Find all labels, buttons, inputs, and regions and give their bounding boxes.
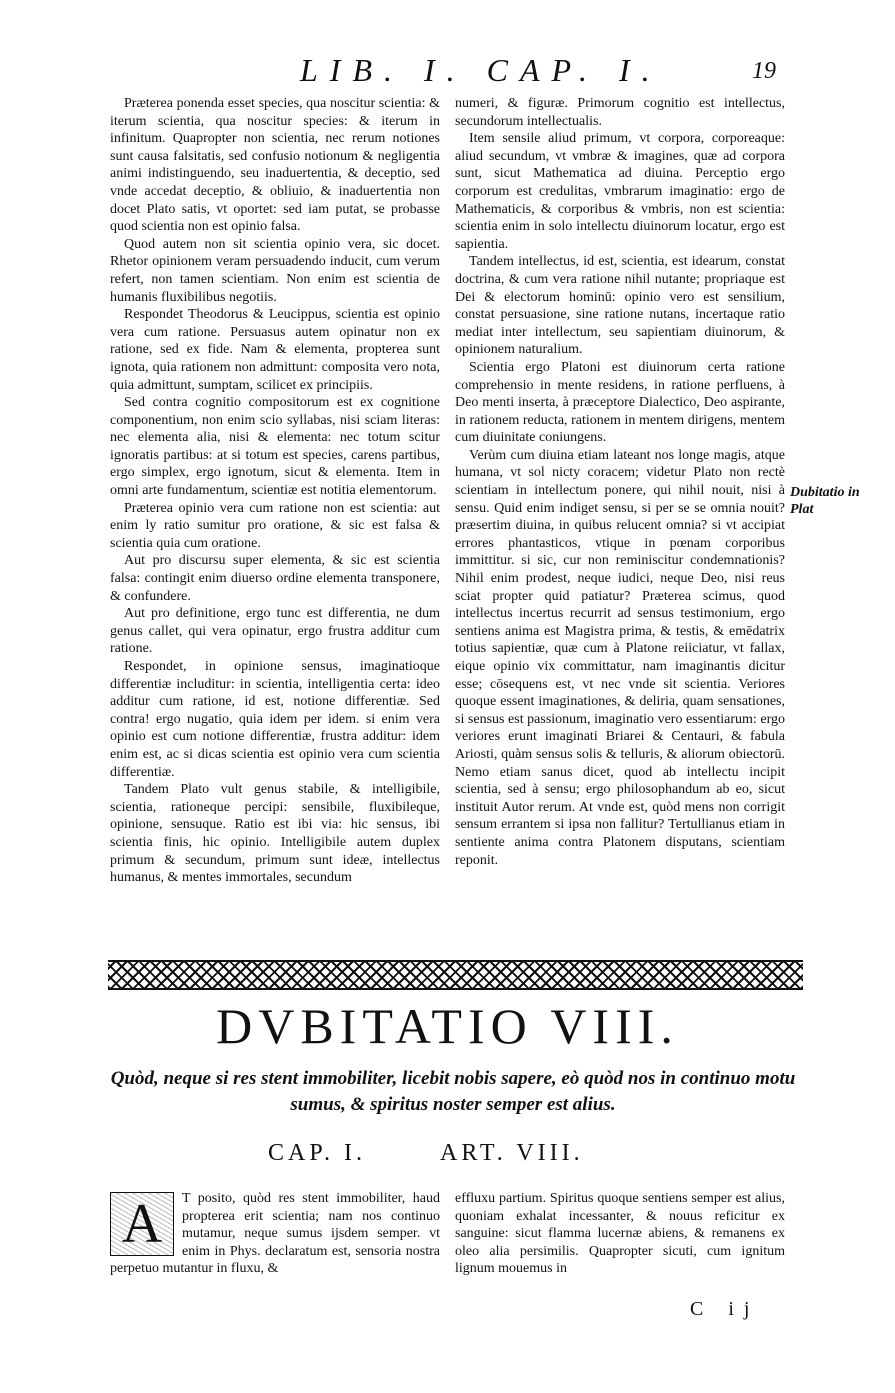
paragraph: Verùm cum diuina etiam lateant nos longe magis, atque humana, vt sol nicty coracem; videtur Plato non rectè scientiam in intellectum ponere, qui nihil nouit, nisi à sensu. Quid enim indiget sensu, si per se se omnia nouit? præsertim diuina, in quibus relucent omnia? si vt accipiat errores phantasticos, vtique in pœnam corporibus immittitur. si sic, cur non reminiscitur condemnationis? Nihil enim prodest, neque iudici, neque Deo, nisi reus sciat propter quid patiatur? Præterea scimus, quod intellectus incertus recurrit ad sensus testimonium, ergo sentiens anima est Magistra prima, & testis, & emēdatrix totius sapientiæ, quæ cum à Platone reiiciatur, vt fallax, eique opinio vix committatur, nam imaginantis dicitur esse; cōsequens est, vt nec vnde sit scientia. Veriores quoque essent imaginationes, & deliria, quam sensationes, si sensus est passionum, imaginatio vero essentiarum: ergo veriores erunt imaginati Briarei & Centauri, & fabula Ariosti, quàm sensus solis & telluris, & aliorum obiectorū. Nemo etiam sanus dicet, quod ab intellectu incipit scientia, sed à sensu; ergo philosophandum ab eo, sicut instituit Autor rerum. At vnde est, quòd mens non corrigit sensum errantem si ipsa non fallitur? Tertullianus etiam in sentiente anima contra Platonem disputans, scientiam reponit. xyxy=(455,447,785,868)
margin-note: Dubitatio in Plat xyxy=(790,485,860,517)
initial-letter: A xyxy=(121,1193,163,1255)
paragraph: Scientia ergo Platoni est diuinorum certa ratione comprehensio in mente residens, in ratione perfluens, à Deo menti inserta, à præceptore Dialectico, Deo aspirante, in rationem reducta, rationem in mentem dirigens, mentem cum diuinitate coniungens. xyxy=(455,359,785,446)
article-left-column xyxy=(110,1190,440,1300)
article-label: ART. VIII. xyxy=(440,1140,584,1166)
paragraph: Tandem intellectus, id est, scientia, est idearum, constat doctrina, & cum vera ratione nihil nutante; propriaque est Dei & electorum hominū: opinio vero est sensilium, constat persuasione, sine ratione nutans, incertaque ratio mediat inter intellectum, seu sapientiam diuinorum, & opinionem naturalium. xyxy=(455,254,785,358)
paragraph: Item sensile aliud primum, vt corpora, corporeaque: aliud secundum, vt vmbræ & imagines, quæ ad corpora sunt, sicut Mathematica ad diuina. Perceptio ergo corporum est credulitas, vmbrarum imaginatio: ergo de Mathematicis, & corporibus & vmbris, non est scientia: scientia enim in solo intellectu diuinorum locatur, ergo est sapientia. xyxy=(455,131,785,252)
left-column xyxy=(110,95,440,937)
right-column xyxy=(455,95,785,937)
decorated-initial xyxy=(110,1192,174,1256)
page-number: 19 xyxy=(752,58,776,84)
paragraph: Præterea opinio vera cum ratione non est scientia: aut enim ly ratio sumitur pro oratione, & sic est falsa & scientia quia cum oratione. xyxy=(110,500,440,551)
paragraph: Aut pro discursu super elementa, & sic est scientia falsa: contingit enim diuerso ordine elementa transponere, & confundere. xyxy=(110,553,440,604)
signature-mark: C ij xyxy=(690,1298,760,1320)
paragraph: Præterea ponenda esset species, qua noscitur scientia: & iterum scientia, qua noscitur species: & iterum in infinitum. Quapropter non scientia, nec rerum notiones sunt causa falsitatis, sed confusio notionum & negligentia animi indistinguendo, seu inaduertentia, & deceptio, sed vnde accedat deceptio, & obliuio, & inaduertentia non docet Plato satis, vt oportet: sed iam putat, se probasse quod scientia non est opinio falsa. xyxy=(110,96,440,235)
article-text-left: T posito, quòd res stent immobiliter, haud propterea erit scientia; nam nos continuo mutamur, neque sumus ijsdem semper. vt enim in Phys. declaratum est, sensoria nostra perpetuo mutantur in fluxu, & xyxy=(110,1191,440,1277)
paragraph: Respondet, in opinione sensus, imaginatioque differentiæ includitur: in scientia, intelligentia certa: ideo additur cum ratione, id est, notione differentiæ. Sed contra! ergo nugatio, quia idem per idem. si enim vera opinio est cum notione differentiæ, frustra additur: idem enim est, ac si dicas scientia est opinio vera cum scientia differentiæ. xyxy=(110,659,440,780)
article-text-right: effluxu partium. Spiritus quoque sentiens semper est alius, quoniam exhalat incessanter, & nouus reficitur ex sanguine: sicut flamma lucernæ abiens, & remanens ex oleo alia persimilis. Quapropter sicuti, cum ignitum lignum mouemus in xyxy=(455,1191,785,1277)
paragraph: Sed contra cognitio compositorum est ex cognitione componentium, non enim scio syllabas, nisi sciam literas: nec elementa alia, nisi & elementa: nec totum scitur ignoratis partibus: at si totum est species, carens partibus, ergo simplex, ergo ignotum, sicut & elementa. Item in omni arte fundamentum, scientiæ est notitia elementorum. xyxy=(110,395,440,499)
chapter-label: CAP. I. xyxy=(268,1140,367,1166)
paragraph: Quod autem non sit scientia opinio vera, sic docet. Rhetor opinionem veram persuadendo inducit, cum verum refert, non tamen scientiam. Non enim est scientia de humanis fluxibilibus negotiis. xyxy=(110,236,440,305)
running-head: LIB. I. CAP. I. xyxy=(300,52,662,88)
paragraph: Respondet Theodorus & Leucippus, scientia est opinio vera cum ratione. Persuasus autem opinatur non ex ratione, sed ex fide. Nam & elementa, propterea sunt ignota, quia rationem non admittunt: composita vero nota, quia admittunt, sumptam, scilicet ex principiis. xyxy=(110,307,440,393)
chapter-article-line xyxy=(0,1140,895,1170)
ornamental-border xyxy=(108,960,803,990)
section-subtitle: Quòd, neque si res stent immobiliter, licebit nobis sapere, eò quòd nos in continuo motu sumus, & spiritus noster semper est alius. xyxy=(110,1068,796,1115)
page-header xyxy=(0,52,895,92)
paragraph: Tandem Plato vult genus stabile, & intelligibile, scientia, rationeque percipi: sensibile, fluxibileque, opinione, sensuque. Ratio est ibi via: hic sensus, ibi scientia finis, hic opinio. Intelligibile autem duplex primum & secundum, primum sunt ideæ, intellectus humanus, & mentes immortales, secundum xyxy=(110,782,440,886)
paragraph: numeri, & figuræ. Primorum cognitio est intellectus, secundorum intellectualis. xyxy=(455,96,785,129)
paragraph: Aut pro definitione, ergo tunc est differentia, ne dum genus callet, qui vera opinatur, ergo frustra additur cum ratione. xyxy=(110,606,440,657)
article-right-column xyxy=(455,1190,785,1300)
section-title: DVBITATIO VIII. xyxy=(216,998,679,1054)
